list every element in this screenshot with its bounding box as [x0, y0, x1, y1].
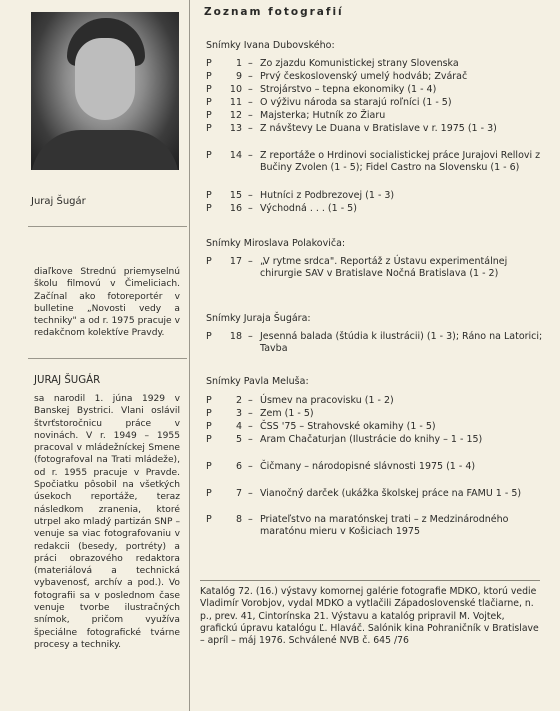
page-title: Zoznam fotografií [204, 6, 344, 18]
section-heading-sugar: Snímky Juraja Šugára: [206, 313, 311, 324]
column-divider [189, 0, 190, 711]
left-divider-top [28, 226, 187, 227]
section-heading-polakovic: Snímky Miroslava Polakoviča: [206, 238, 346, 249]
section-heading-melus: Snímky Pavla Meluša: [206, 376, 309, 387]
portrait-photo [31, 12, 179, 170]
section-heading-dubovsky: Snímky Ivana Dubovského: [206, 40, 335, 51]
photo-caption: Juraj Šugár [31, 196, 86, 207]
intro-paragraph: diaľkove Strednú priemyselnú školu filmovú v Čimeliciach. Začínal ako fotoreportér v bulletine „Novosti vedy a techniky" a od r. 1975 pracuje v redakčnom kolektíve Pravdy. [34, 267, 180, 339]
bio-heading: JURAJ ŠUGÁR [34, 375, 101, 386]
left-divider-bottom [28, 358, 187, 359]
catalog-colophon: Katalóg 72. (16.) výstavy komornej galérie fotografie MDKO, ktorú vedie Vladimír Vorobjov, vydal MDKO a vytlačili Západoslovenské tlačiarne, n. p., prev. 41, Cintorínska 21. Výstavu a katalóg pripravil M. Vojtek, grafickú úpravu katalógu Ľ. Hlaváč. Salónik kina Pohraničník v Bratislave – apríl – máj 1976. Schválené NVB č. 645 /76 [200, 580, 540, 647]
bio-paragraph: sa narodil 1. júna 1929 v Banskej Bystrici. Vlani oslávil štvrťstoročnicu práce v novinách. V r. 1949 – 1955 pracoval v mládežníckej Smene (fotografoval na Trati mládeže), od r. 1955 pracuje v Pravde. Spočiatku pôsobil na všetkých úsekoch reportáže, teraz následkom zranenia, ktoré utrpel ako mladý partizán SNP – venuje sa viac fotografovaniu v redakcii (besedy, portréty) a práci obrazového redaktora (materiálová a technická vybavenosť, archív a pod.). Vo fotografii sa v poslednom čase venuje tvorbe ilustračných snímok, pričom využíva špeciálne fotografické tvárne procesy a techniky. [34, 394, 180, 650]
